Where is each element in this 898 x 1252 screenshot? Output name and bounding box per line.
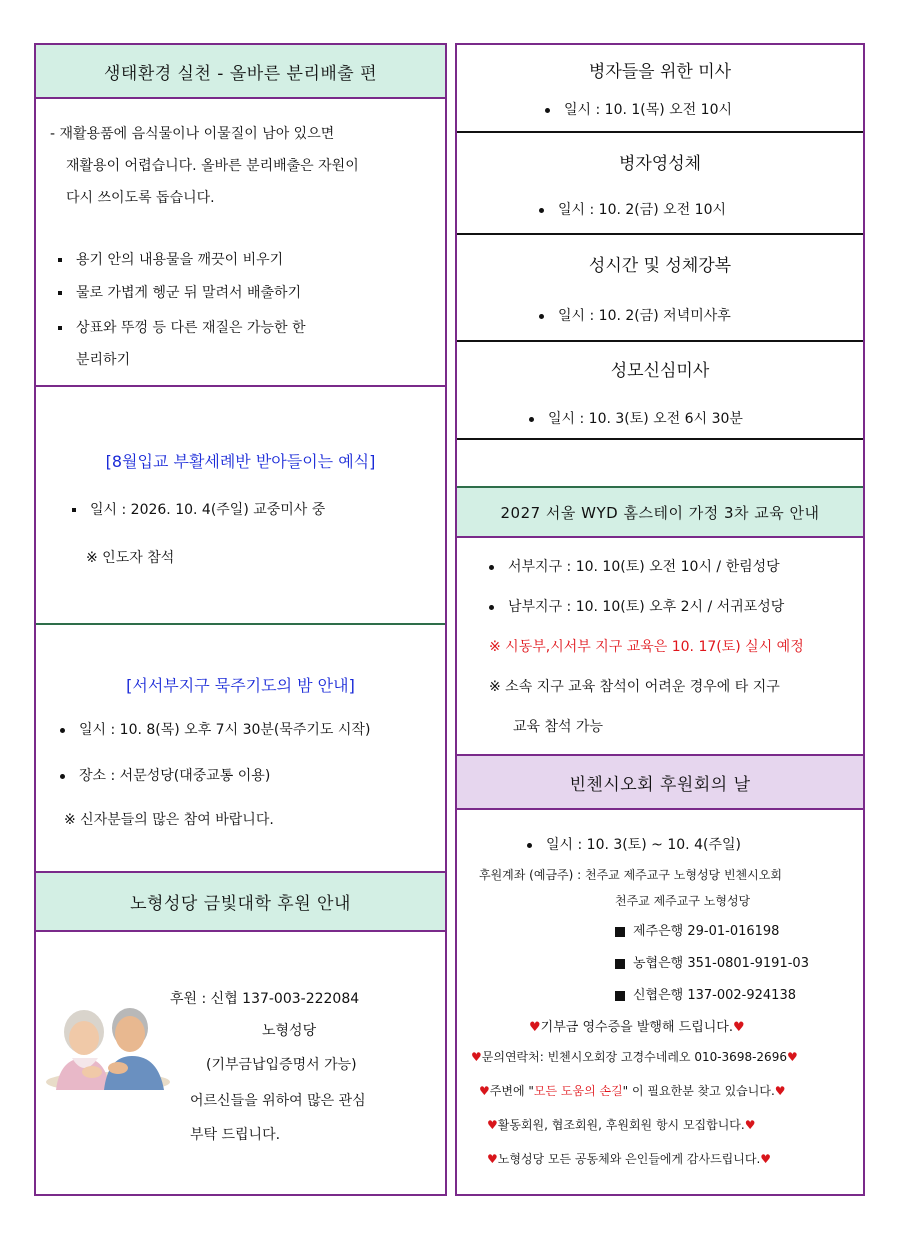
rosary-title: [서서부지구 묵주기도의 밤 안내] — [126, 676, 355, 695]
vincent-thanks: ♥노형성당 모든 공동체와 은인들에게 감사드립니다.♥ — [487, 1152, 772, 1166]
vincent-body — [457, 806, 863, 1194]
communion-title: 병자영성체 — [618, 154, 702, 174]
vincent-date: 일시 : 10. 3(토) ~ 10. 4(주일) — [527, 834, 741, 854]
vincent-receipt: ♥기부금 영수증을 발행해 드립니다.♥ — [529, 1020, 745, 1035]
mass-sick-title: 병자들을 위한 미사 — [588, 62, 732, 82]
recycle-header — [36, 45, 445, 97]
sacred-heart-section — [457, 340, 863, 440]
heart-icon: ♥ — [479, 1084, 490, 1098]
rosary-place: 장소 : 서문성당(대중교통 이용) — [60, 765, 270, 785]
heart-icon: ♥ — [471, 1050, 482, 1064]
right-column — [455, 43, 865, 1196]
recycle-item-cont: 분리하기 — [76, 352, 131, 368]
college-line-5: 부탁 드립니다. — [190, 1127, 281, 1143]
mass-sick-date: 일시 : 10. 1(목) 오전 10시 — [545, 99, 732, 119]
rosary-date: 일시 : 10. 8(목) 오후 7시 30분(묵주기도 시작) — [60, 719, 370, 739]
vincent-header — [457, 754, 863, 810]
wyd-west: 서부지구 : 10. 10(토) 오전 10시 / 한림성당 — [489, 556, 780, 576]
heart-icon: ♥ — [786, 1050, 798, 1064]
college-line-4: 어르신들을 위하여 많은 관심 — [190, 1093, 366, 1109]
heart-icon: ♥ — [760, 1152, 772, 1166]
vincent-bank: 신협은행 137-002-924138 — [615, 984, 796, 1003]
rite-title: [8월입교 부활세례반 받아들이는 예식] — [105, 452, 376, 471]
heart-icon: ♥ — [487, 1152, 498, 1166]
mass-sick-section — [457, 45, 863, 131]
rosary-section — [36, 623, 445, 871]
vincent-contact: ♥문의연락처: 빈첸시오회장 고경수네레오 010-3698-2696♥ — [471, 1050, 798, 1064]
rite-section — [36, 385, 445, 623]
recycle-intro-3: 다시 쓰이도록 돕습니다. — [66, 190, 215, 206]
recycle-item: 상표와 뚜껑 등 다른 재질은 가능한 한 — [58, 317, 306, 337]
communion-section — [457, 131, 863, 233]
elderly-couple-photo — [46, 998, 170, 1090]
wyd-note-red: ※ 시동부,시서부 지구 교육은 10. 17(토) 실시 예정 — [489, 639, 804, 655]
college-line-1: 후원 : 신협 137-003-222084 — [170, 991, 360, 1007]
vincent-members: ♥활동회원, 협조회원, 후원회원 항시 모집합니다.♥ — [487, 1118, 756, 1132]
recycle-intro-1: - 재활용품에 음식물이나 이물질이 남아 있으면 — [50, 126, 335, 142]
holy-hour-date: 일시 : 10. 2(금) 저녁미사후 — [539, 305, 731, 325]
heart-icon: ♥ — [774, 1084, 786, 1098]
heart-icon: ♥ — [744, 1118, 756, 1132]
vincent-bank: 제주은행 29-01-016198 — [615, 920, 779, 939]
vincent-account-1: 후원계좌 (예금주) : 천주교 제주교구 노형성당 빈첸시오회 — [479, 868, 782, 882]
left-column — [34, 43, 447, 1196]
vincent-help: ♥주변에 "모든 도움의 손길" 이 필요한분 찾고 있습니다.♥ — [479, 1084, 786, 1098]
heart-icon: ♥ — [529, 1020, 541, 1035]
wyd-header — [457, 486, 863, 538]
college-header — [36, 871, 445, 932]
college-line-2: 노형성당 — [262, 1023, 317, 1039]
wyd-note-1: ※ 소속 지구 교육 참석이 어려운 경우에 타 지구 — [489, 679, 780, 695]
heart-icon: ♥ — [487, 1118, 498, 1132]
college-title: 노형성당 금빛대학 후원 안내 — [130, 894, 351, 914]
recycle-item: 용기 안의 내용물을 깨끗이 비우기 — [58, 249, 283, 269]
holy-hour-title: 성시간 및 성체강복 — [588, 256, 732, 276]
rite-date: 일시 : 2026. 10. 4(주일) 교중미사 중 — [72, 499, 325, 519]
sacred-heart-title: 성모신심미사 — [610, 361, 710, 381]
college-body — [36, 928, 445, 1194]
recycle-item: 물로 가볍게 헹군 뒤 말려서 배출하기 — [58, 282, 301, 302]
communion-date: 일시 : 10. 2(금) 오전 10시 — [539, 199, 726, 219]
vincent-account-2: 천주교 제주교구 노형성당 — [615, 894, 751, 908]
wyd-body — [457, 534, 863, 754]
recycle-body — [36, 97, 445, 387]
wyd-note-2: 교육 참석 가능 — [513, 719, 604, 735]
rite-note: ※ 인도자 참석 — [86, 550, 175, 566]
wyd-south: 남부지구 : 10. 10(토) 오후 2시 / 서귀포성당 — [489, 596, 784, 616]
wyd-title: 2027 서울 WYD 홈스테이 가정 3차 교육 안내 — [500, 503, 820, 522]
holy-hour-section — [457, 233, 863, 340]
recycle-intro-2: 재활용이 어렵습니다. 올바른 분리배출은 자원이 — [66, 158, 359, 174]
vincent-bank: 농협은행 351-0801-9191-03 — [615, 952, 809, 971]
recycle-title: 생태환경 실천 - 올바른 분리배출 편 — [103, 63, 378, 84]
college-line-3: (기부금납입증명서 가능) — [206, 1057, 357, 1073]
vincent-title: 빈첸시오회 후원회의 날 — [569, 774, 751, 795]
sacred-heart-date: 일시 : 10. 3(토) 오전 6시 30분 — [529, 408, 743, 428]
heart-icon: ♥ — [733, 1020, 745, 1035]
rosary-note: ※ 신자분들의 많은 참여 바랍니다. — [64, 812, 274, 828]
